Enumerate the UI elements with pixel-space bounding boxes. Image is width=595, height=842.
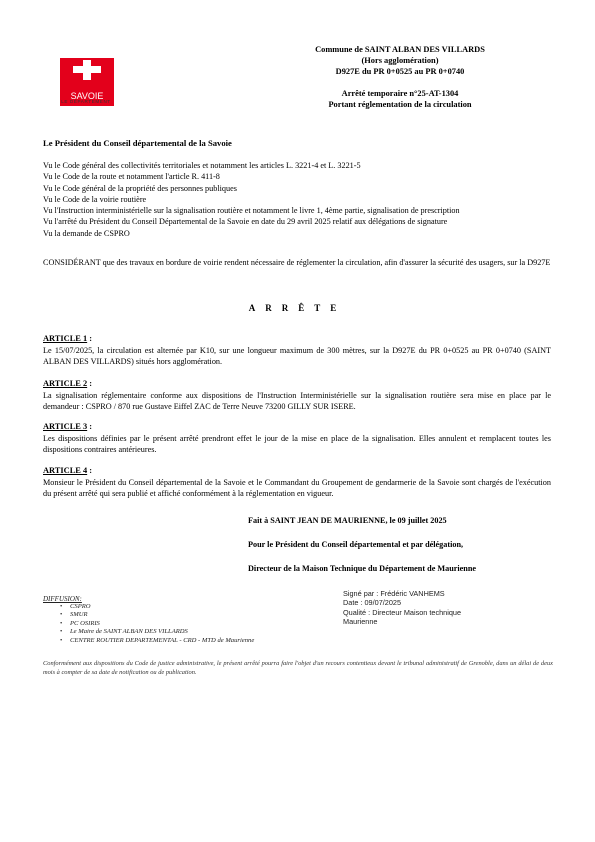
signoff-director: Directeur de la Maison Technique du Département de Maurienne	[248, 564, 477, 573]
diffusion-item: • CSPRO	[60, 603, 254, 611]
logo-text: SAVOIE	[70, 91, 104, 101]
vu-line: Vu le Code de la route et notamment l'article R. 411-8	[43, 172, 220, 182]
header-arrete-number: Arrêté temporaire n°25-AT-1304	[341, 89, 459, 98]
article-2-text: La signalisation réglementaire conforme aux dispositions de l'Instruction Interministérielle sur la signalisation routière sera mise en place par le demandeur : CSPRO / 870 rue Gustave Eiffel ZAC de Terre Neuve 73200 GILLY SUR ISERE.	[43, 391, 551, 412]
diffusion-item: • PC OSIRIS	[60, 620, 254, 628]
logo-subtitle: LE DÉPARTEMENT	[61, 99, 111, 104]
diffusion-item: • Le Maire de SAINT ALBAN DES VILLARDS	[60, 628, 254, 636]
header-agglomeration: (Hors agglomération)	[361, 56, 439, 65]
signoff-place-date: Fait à SAINT JEAN DE MAURIENNE, le 09 juillet 2025	[248, 516, 447, 525]
vu-list	[43, 160, 558, 239]
diffusion-list	[60, 603, 254, 645]
article-4-text: Monsieur le Président du Conseil départemental de la Savoie et le Commandant du Groupement de gendarmerie de la Savoie sont chargés de l'exécution du présent arrêté qui sera publié et affiché conformément à la réglementation en vigueur.	[43, 478, 551, 499]
president-title: Le Président du Conseil départemental de la Savoie	[43, 138, 232, 148]
header-commune: Commune de SAINT ALBAN DES VILLARDS	[315, 45, 485, 54]
signature-quality-cont: Maurienne	[343, 616, 378, 626]
signature-date: Date : 09/07/2025	[343, 598, 402, 608]
diffusion-item: • SMUR	[60, 611, 254, 619]
article-1-heading: ARTICLE 1 :	[43, 334, 93, 343]
signature-quality: Qualité : Directeur Maison technique	[343, 607, 462, 617]
article-1-text: Le 15/07/2025, la circulation est alternée par K10, sur une longueur maximum de 300 mètres, sur la D927E du PR 0+0525 au PR 0+0740 (SAINT ALBAN DES VILLARDS) situés hors agglomération.	[43, 346, 551, 367]
vu-line: Vu l'arrêté du Président du Conseil Départemental de la Savoie en date du 29 avril 2025 relatif aux délégations de signature	[43, 217, 448, 227]
vu-line: Vu l'Instruction interministérielle sur la signalisation routière et notamment le livre 1, 4ème partie, signalisation de prescription	[43, 206, 460, 216]
legal-footer: Conformément aux dispositions du Code de justice administrative, le présent arrêté pourra faire l'objet d'un recours contentieux devant le tribunal administratif de Grenoble, dans un délai de deux mois à compter de sa date de notification ou de publication.	[43, 660, 553, 676]
signature-signed-by: Signé par : Frédéric VANHEMS	[343, 589, 445, 598]
diffusion-item: • CENTRE ROUTIER DEPARTEMENTAL - CRD - MTD de Maurienne	[60, 637, 254, 645]
considerant-paragraph: CONSIDÉRANT que des travaux en bordure de voirie rendent nécessaire de réglementer la circulation, afin d'assurer la sécurité des usagers, sur la D927E	[43, 258, 551, 267]
vu-line: Vu le Code général des collectivités territoriales et notamment les articles L. 3221-4 et L. 3221-5	[43, 161, 361, 170]
vu-line: Vu le Code de la voirie routière	[43, 194, 147, 204]
article-3-text: Les dispositions définies par le présent arrêté prendront effet le jour de la mise en place de la signalisation. Elles annulent et remplacent toutes les dispositions contraires antérieures.	[43, 434, 551, 455]
diffusion-title: DIFFUSION:	[43, 595, 82, 603]
arrete-heading: ARRÊTE	[248, 303, 347, 313]
electronic-signature	[343, 589, 483, 626]
header-route: D927E du PR 0+0525 au PR 0+0740	[335, 67, 465, 76]
article-4-heading: ARTICLE 4 :	[43, 466, 93, 475]
logo-cross-horizontal	[73, 66, 101, 73]
signoff-delegation: Pour le Président du Conseil départemental et par délégation,	[248, 540, 464, 549]
article-3-heading: ARTICLE 3 :	[43, 422, 93, 431]
document-header	[270, 44, 530, 110]
article-2-heading: ARTICLE 2 :	[43, 379, 93, 388]
vu-line: Vu le Code général de la propriété des personnes publiques	[43, 183, 237, 193]
header-object: Portant réglementation de la circulation	[328, 100, 472, 109]
vu-line: Vu la demande de CSPRO	[43, 228, 130, 238]
